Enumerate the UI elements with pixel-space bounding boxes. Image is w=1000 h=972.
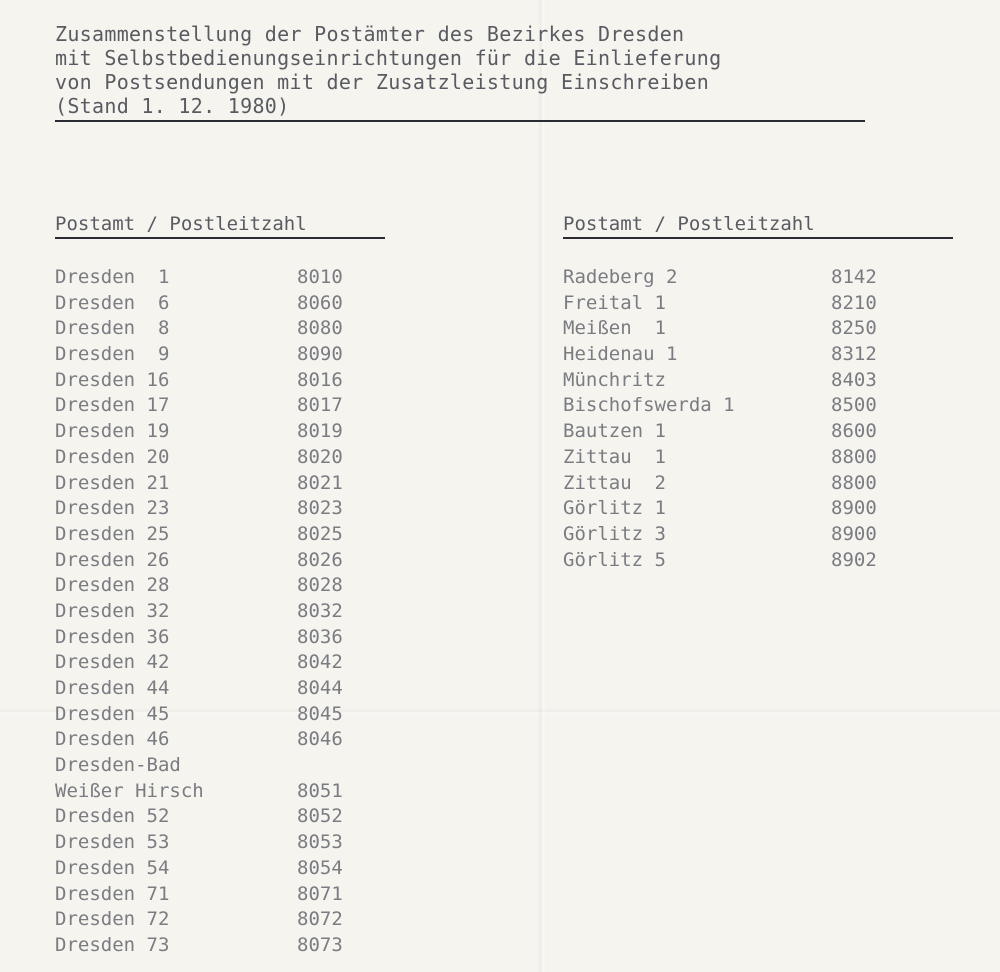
post-office-row (563, 419, 953, 445)
postal-code: 8600 (831, 420, 877, 443)
post-office-row (55, 496, 385, 522)
postal-code: 8054 (297, 856, 343, 879)
post-office-row (55, 445, 385, 471)
postal-code: 8028 (297, 574, 343, 597)
post-office-name: Dresden 25 (55, 522, 170, 545)
post-office-row (55, 933, 385, 959)
postal-code: 8250 (831, 317, 877, 340)
post-office-name: Dresden 6 (55, 291, 170, 314)
post-office-row (55, 650, 385, 676)
post-office-name: Meißen 1 (563, 317, 666, 340)
document-title (55, 22, 865, 122)
post-office-name: Dresden 45 (55, 702, 170, 725)
post-office-row (563, 393, 953, 419)
postal-code: 8072 (297, 908, 343, 931)
postal-code: 8053 (297, 831, 343, 854)
post-office-name: Dresden 16 (55, 368, 170, 391)
post-office-row (563, 342, 953, 368)
post-office-row (55, 393, 385, 419)
postal-code: 8020 (297, 445, 343, 468)
title-line: von Postsendungen mit der Zusatzleistung Einschreiben (55, 70, 710, 94)
post-office-row (55, 830, 385, 856)
post-office-name: Görlitz 3 (563, 522, 666, 545)
post-office-row (55, 599, 385, 625)
post-office-row (563, 291, 953, 317)
postal-code: 8142 (831, 266, 877, 288)
post-office-name: Dresden 1 (55, 266, 170, 288)
post-office-row (55, 316, 385, 342)
postal-code: 8010 (297, 266, 343, 288)
post-office-name: Dresden 71 (55, 882, 170, 905)
post-office-row (563, 522, 953, 548)
postal-code: 8044 (297, 677, 343, 699)
post-office-name: Dresden 44 (55, 677, 170, 699)
post-office-row (563, 496, 953, 522)
post-office-row (55, 882, 385, 908)
postal-code: 8032 (297, 599, 343, 622)
post-office-name: Dresden 28 (55, 574, 170, 597)
post-office-row (55, 548, 385, 574)
post-office-row (55, 342, 385, 368)
postal-code: 8800 (831, 471, 877, 494)
right-column (563, 213, 953, 573)
post-office-row (55, 265, 385, 291)
postal-code: 8500 (831, 394, 877, 417)
post-office-name: Dresden 26 (55, 548, 170, 571)
postal-code: 8023 (297, 497, 343, 520)
post-office-row (55, 779, 385, 805)
post-office-name: Dresden 53 (55, 831, 170, 854)
right-column-header: Postamt / Postleitzahl (563, 213, 953, 239)
postal-code: 8045 (297, 702, 343, 725)
title-line: mit Selbstbedienungseinrichtungen für die Einlieferung (55, 46, 722, 70)
postal-code: 8019 (297, 420, 343, 443)
postal-code: 8060 (297, 291, 343, 314)
post-office-row (563, 316, 953, 342)
postal-code: 8042 (297, 651, 343, 674)
post-office-name: Dresden 8 (55, 317, 170, 340)
post-office-row (55, 702, 385, 728)
post-office-name: Görlitz 1 (563, 497, 666, 520)
postal-code: 8073 (297, 933, 343, 956)
post-office-name: Münchritz (563, 368, 666, 391)
post-office-row (55, 753, 385, 779)
post-office-name: Dresden 36 (55, 625, 170, 648)
post-office-name: Zittau 1 (563, 445, 666, 468)
postal-code: 8046 (297, 728, 343, 751)
post-office-name: Bautzen 1 (563, 420, 666, 443)
postal-code: 8016 (297, 368, 343, 391)
post-office-name: Dresden 17 (55, 394, 170, 417)
post-office-row (55, 727, 385, 753)
post-office-name: Radeberg 2 (563, 266, 678, 288)
post-office-name: Dresden-Bad (55, 754, 181, 777)
title-line: Zusammenstellung der Postämter des Bezirkes Dresden (55, 22, 685, 46)
title-line: (Stand 1. 12. 1980) (55, 94, 290, 118)
postal-code: 8900 (831, 522, 877, 545)
post-office-row (55, 856, 385, 882)
postal-code: 8026 (297, 548, 343, 571)
post-office-row (55, 804, 385, 830)
postal-code: 8403 (831, 368, 877, 391)
left-column (55, 213, 385, 959)
post-office-name: Dresden 32 (55, 599, 170, 622)
postal-code: 8025 (297, 522, 343, 545)
post-office-row (55, 625, 385, 651)
post-office-row (563, 445, 953, 471)
post-office-row (563, 265, 953, 291)
postal-code: 8071 (297, 882, 343, 905)
post-office-name: Dresden 42 (55, 651, 170, 674)
post-office-name: Freital 1 (563, 291, 666, 314)
post-office-name: Dresden 72 (55, 908, 170, 931)
postal-code: 8312 (831, 343, 877, 366)
postal-code: 8051 (297, 779, 343, 802)
post-office-name: Dresden 9 (55, 343, 170, 366)
post-office-row (55, 907, 385, 933)
post-office-name: Bischofswerda 1 (563, 394, 735, 417)
post-office-row (563, 548, 953, 574)
postal-code: 8017 (297, 394, 343, 417)
postal-code: 8080 (297, 317, 343, 340)
left-row-list (55, 265, 385, 959)
post-office-row (563, 471, 953, 497)
post-office-name: Dresden 19 (55, 420, 170, 443)
postal-code: 8052 (297, 805, 343, 828)
post-office-row (55, 471, 385, 497)
right-row-list (563, 265, 953, 573)
post-office-row (55, 419, 385, 445)
postal-code: 8902 (831, 548, 877, 571)
post-office-row (55, 522, 385, 548)
postal-code: 8800 (831, 445, 877, 468)
post-office-name: Dresden 73 (55, 933, 170, 956)
postal-code: 8210 (831, 291, 877, 314)
post-office-row (55, 676, 385, 702)
postal-code: 8900 (831, 497, 877, 520)
post-office-row (55, 291, 385, 317)
post-office-name: Dresden 46 (55, 728, 170, 751)
postal-code: 8036 (297, 625, 343, 648)
post-office-row (55, 368, 385, 394)
post-office-name: Zittau 2 (563, 471, 666, 494)
postal-code: 8090 (297, 343, 343, 366)
left-column-header: Postamt / Postleitzahl (55, 213, 385, 239)
post-office-row (563, 368, 953, 394)
post-office-name: Weißer Hirsch (55, 779, 204, 802)
post-office-name: Heidenau 1 (563, 343, 678, 366)
postal-code: 8021 (297, 471, 343, 494)
post-office-name: Dresden 20 (55, 445, 170, 468)
post-office-name: Dresden 21 (55, 471, 170, 494)
post-office-name: Dresden 52 (55, 805, 170, 828)
post-office-row (55, 573, 385, 599)
post-office-name: Dresden 23 (55, 497, 170, 520)
post-office-name: Dresden 54 (55, 856, 170, 879)
post-office-name: Görlitz 5 (563, 548, 666, 571)
